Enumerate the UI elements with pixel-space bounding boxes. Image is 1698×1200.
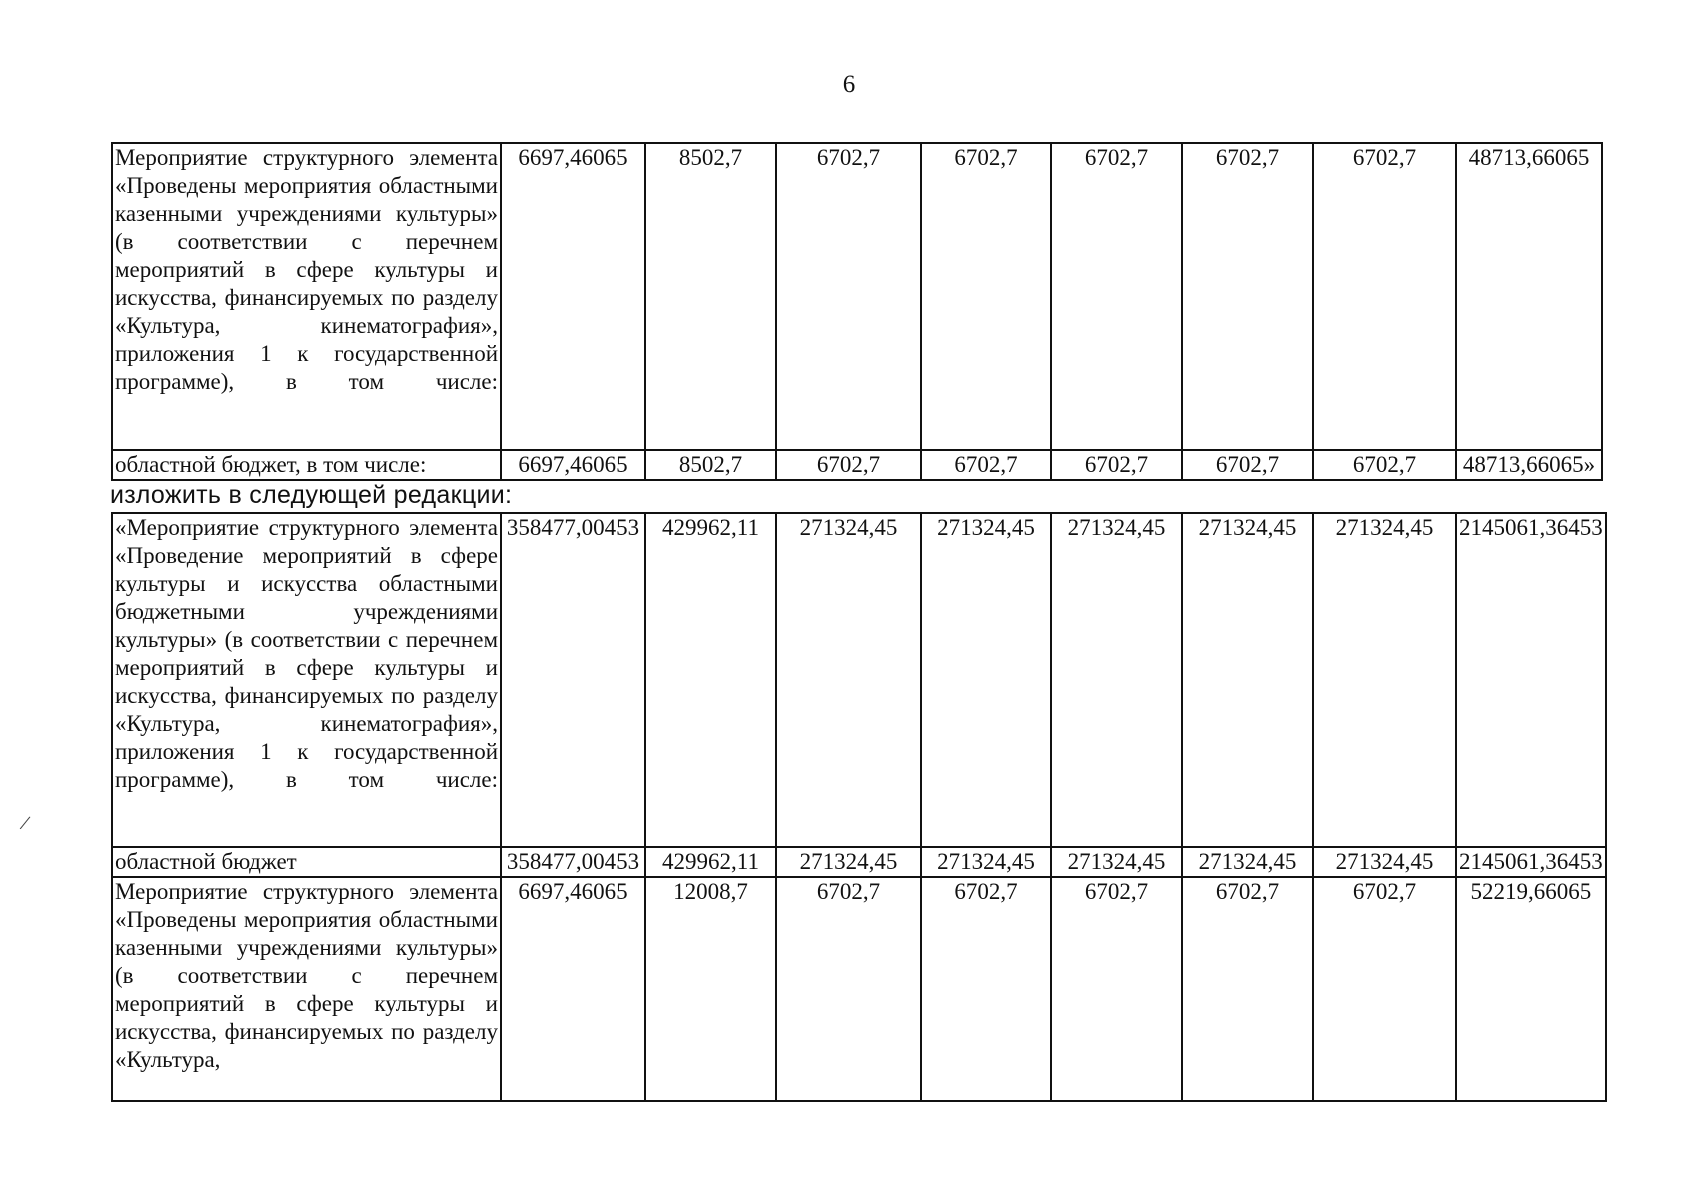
value-cell: 6697,46065	[501, 877, 645, 1101]
value-cell: 358477,00453	[501, 847, 645, 877]
value-cell: 6697,46065	[501, 450, 645, 480]
value-cell: 271324,45	[1313, 513, 1456, 847]
value-cell: 48713,66065	[1456, 143, 1602, 450]
value-cell: 2145061,36453	[1456, 847, 1606, 877]
row-label: областной бюджет	[112, 847, 501, 877]
table-row	[112, 450, 1602, 480]
value-cell: 6702,7	[1313, 877, 1456, 1101]
value-cell: 271324,45	[1182, 513, 1313, 847]
value-cell: 52219,66065	[1456, 877, 1606, 1101]
value-cell: 271324,45	[1182, 847, 1313, 877]
value-cell: 6702,7	[921, 143, 1051, 450]
value-cell: 8502,7	[645, 450, 776, 480]
value-cell: 6702,7	[1051, 450, 1182, 480]
value-cell: 271324,45	[1051, 847, 1182, 877]
value-cell: 48713,66065»	[1456, 450, 1602, 480]
value-cell: 271324,45	[1313, 847, 1456, 877]
page-number: 6	[842, 71, 856, 98]
value-cell: 6702,7	[776, 877, 921, 1101]
value-cell: 6702,7	[776, 450, 921, 480]
value-cell: 6702,7	[776, 143, 921, 450]
amendment-instruction: изложить в следующей редакции:	[110, 481, 513, 509]
value-cell: 429962,11	[645, 847, 776, 877]
old-budget-table	[111, 142, 1603, 481]
value-cell: 6702,7	[1051, 143, 1182, 450]
value-cell: 2145061,36453	[1456, 513, 1606, 847]
value-cell: 6702,7	[1313, 143, 1456, 450]
value-cell: 6702,7	[1313, 450, 1456, 480]
value-cell: 6702,7	[1182, 877, 1313, 1101]
value-cell: 429962,11	[645, 513, 776, 847]
value-cell: 271324,45	[921, 513, 1051, 847]
value-cell: 8502,7	[645, 143, 776, 450]
row-label: «Мероприятие структурного элемента «Проведение мероприятий в сфере культуры и искусства областными бюджетными учреждениями культуры» (в соответствии с перечнем мероприятий в сфере культуры и искусства, финансируемых по разделу «Культура, кинематография», приложения 1 к государственной программе), в том числе:	[112, 513, 501, 847]
value-cell: 6702,7	[1182, 450, 1313, 480]
value-cell: 6697,46065	[501, 143, 645, 450]
value-cell: 6702,7	[1182, 143, 1313, 450]
value-cell: 271324,45	[1051, 513, 1182, 847]
value-cell: 6702,7	[921, 877, 1051, 1101]
row-label: Мероприятие структурного элемента «Проведены мероприятия областными казенными учреждениями культуры» (в соответствии с перечнем мероприятий в сфере культуры и искусства, финансируемых по разделу «Культура, кинематография», приложения 1 к государственной программе), в том числе:	[112, 143, 501, 450]
value-cell: 358477,00453	[501, 513, 645, 847]
table-row	[112, 143, 1602, 450]
table-row	[112, 847, 1606, 877]
value-cell: 271324,45	[921, 847, 1051, 877]
row-label: областной бюджет, в том числе:	[112, 450, 501, 480]
value-cell: 6702,7	[921, 450, 1051, 480]
row-label: Мероприятие структурного элемента «Проведены мероприятия областными казенными учреждениями культуры» (в соответствии с перечнем мероприятий в сфере культуры и искусства, финансируемых по разделу «Культура,	[112, 877, 501, 1101]
pen-mark: /	[18, 809, 33, 836]
table-row	[112, 877, 1606, 1101]
value-cell: 6702,7	[1051, 877, 1182, 1101]
value-cell: 271324,45	[776, 847, 921, 877]
value-cell: 271324,45	[776, 513, 921, 847]
table-row	[112, 513, 1606, 847]
new-budget-table	[111, 512, 1607, 1102]
value-cell: 12008,7	[645, 877, 776, 1101]
